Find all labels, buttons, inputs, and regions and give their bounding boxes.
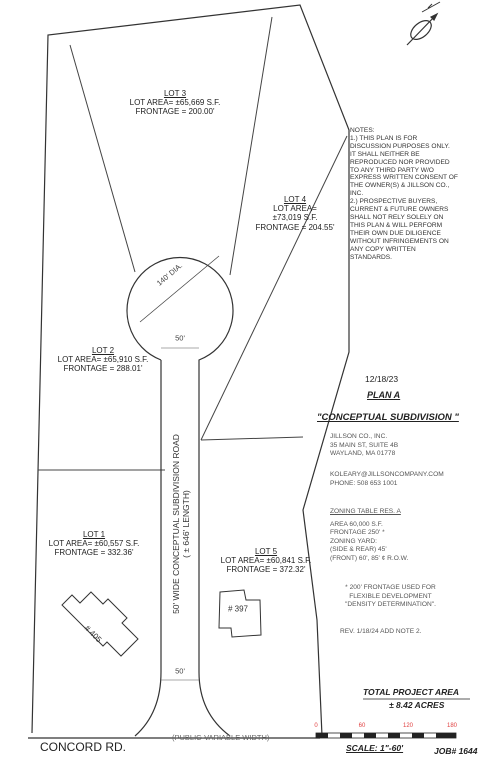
lot-1-name: LOT 1 xyxy=(82,530,106,539)
lot-5-area: LOT AREA= ±60,841 S.F. xyxy=(220,556,312,566)
scale-tick: 60 xyxy=(358,723,366,729)
zoning-footnote xyxy=(345,584,436,610)
notes-line: WITHOUT INFRINGEMENTS ON xyxy=(350,237,449,245)
lot-3-area: LOT AREA= ±65,669 S.F. xyxy=(129,98,221,108)
zoning-footnote-line: * 200' FRONTAGE USED FOR xyxy=(345,584,436,591)
lot-4-frontage: FRONTAGE = 204.55' xyxy=(255,222,335,232)
revision-note: REV. 1/18/24 ADD NOTE 2. xyxy=(340,628,422,635)
lot-3-label xyxy=(130,89,221,117)
zoning-table xyxy=(330,508,408,563)
road-length: ( ± 646' LENGTH) xyxy=(181,490,191,558)
company-name: JILLSON CO., INC. xyxy=(330,433,388,440)
lot-1-frontage: FRONTAGE = 332.36' xyxy=(54,548,134,558)
zoning-footnote-line: FLEXIBLE DEVELOPMENT xyxy=(349,592,432,600)
lot-2-name: LOT 2 xyxy=(91,346,115,355)
plan-name: PLAN A xyxy=(367,390,401,400)
job-number: JOB# 1644 xyxy=(434,746,478,756)
lot-5-label xyxy=(221,547,312,575)
notes-line: STANDARDS. xyxy=(350,253,393,261)
road-name: 50' WIDE CONCEPTUAL SUBDIVISION ROAD xyxy=(171,434,182,614)
north-arrow-icon xyxy=(407,2,440,45)
house-405 xyxy=(62,592,138,656)
lot-1-label xyxy=(49,530,140,558)
zoning-line: (FRONT) 60', 85' ¢ R.O.W. xyxy=(330,554,409,562)
lot-4-label xyxy=(256,195,335,232)
scale-label: SCALE: 1"-60' xyxy=(346,743,404,753)
house-405-number: # 405 xyxy=(82,623,104,645)
plan-date: 12/18/23 xyxy=(365,374,399,384)
notes-heading: NOTES: xyxy=(350,127,375,134)
notes-line: EXPRESS WRITTEN CONSENT OF xyxy=(350,174,458,182)
lot-5-frontage: FRONTAGE = 372.32' xyxy=(226,565,306,575)
lot-2-area: LOT AREA= ±65,910 S.F. xyxy=(57,355,149,365)
notes-line: THE OWNER(S) & JILLSON CO., xyxy=(350,182,450,190)
zoning-line: FRONTAGE 250' * xyxy=(330,529,385,537)
cul-de-sac-label: 140' DIA. xyxy=(154,261,185,288)
total-area-value: ± 8.42 ACRES xyxy=(389,700,445,710)
lot-3-frontage: FRONTAGE = 200.00' xyxy=(135,107,215,117)
house-397-number: # 397 xyxy=(227,604,249,614)
notes-line: SHALL NOT RELY SOLELY ON xyxy=(350,213,444,221)
lot-4-name: LOT 4 xyxy=(283,195,307,204)
notes-line: THIS PLAN & WILL PERFORM xyxy=(350,221,443,229)
company-block xyxy=(330,433,398,459)
notes-line: DISCUSSION PURPOSES ONLY. xyxy=(350,142,450,150)
zoning-footnote-line: "DENSITY DETERMINATION". xyxy=(345,601,436,609)
company-contact xyxy=(330,471,444,488)
lot-4-area-line1: LOT AREA= xyxy=(273,204,317,214)
plan-title: "CONCEPTUAL SUBDIVISION " xyxy=(317,412,459,423)
road-name-label xyxy=(172,434,192,614)
notes-line: INC. xyxy=(350,190,364,198)
notes-line: REPRODUCED NOR PROVIDED xyxy=(350,158,450,166)
road-width-top-label: 50' xyxy=(175,333,185,343)
notes-line: ANY COPY WRITTEN xyxy=(350,245,416,253)
notes-line: 2.) PROSPECTIVE BUYERS, xyxy=(350,198,438,206)
zoning-line: ZONING YARD: xyxy=(330,537,378,545)
company-address1: 35 MAIN ST, SUITE 4B xyxy=(330,441,399,449)
zoning-line: AREA 60,000 S.F. xyxy=(330,520,383,528)
scale-bar xyxy=(316,733,456,738)
lot-5-name: LOT 5 xyxy=(254,547,278,556)
street-name: CONCORD RD. xyxy=(40,740,126,754)
street-note: (PUBLIC-VARIABLE WIDTH) xyxy=(172,733,270,742)
notes-line: 1.) THIS PLAN IS FOR xyxy=(350,134,418,142)
lot-2-frontage: FRONTAGE = 288.01' xyxy=(63,364,143,374)
lot-lines xyxy=(38,17,347,470)
total-area-label: TOTAL PROJECT AREA xyxy=(363,687,460,697)
zoning-heading: ZONING TABLE RES. A xyxy=(330,508,401,515)
notes-line: TO ANY THIRD PARTY W/O xyxy=(350,166,434,174)
lot-2-label xyxy=(58,346,149,374)
road-width-bottom-label: 50' xyxy=(175,666,185,676)
notes-line: THEIR OWN DUE DILIGENCE xyxy=(350,229,441,237)
scale-tick: 180 xyxy=(446,723,458,729)
lot-1-area: LOT AREA= ±60,557 S.F. xyxy=(48,539,140,549)
notes-line: CURRENT & FUTURE OWNERS xyxy=(350,206,449,214)
scale-tick: 0 xyxy=(314,723,318,729)
lot-3-name: LOT 3 xyxy=(163,89,187,98)
company-phone: PHONE: 508 653 1001 xyxy=(330,479,398,487)
zoning-line: (SIDE & REAR) 45' xyxy=(330,546,387,554)
notes-line: IT SHALL NEITHER BE xyxy=(350,150,420,158)
company-address2: WAYLAND, MA 01778 xyxy=(330,450,396,458)
company-email: KOLEARY@JILLSONCOMPANY.COM xyxy=(330,471,444,478)
scale-tick: 120 xyxy=(402,723,414,729)
notes-block xyxy=(350,127,458,261)
lot-4-area-line2: ±73,019 S.F. xyxy=(272,213,318,223)
